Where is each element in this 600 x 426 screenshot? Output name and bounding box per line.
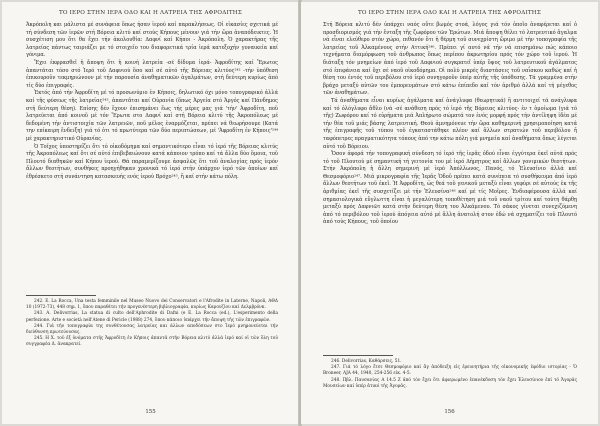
paragraph: Ἔχει ἐκφρασθεῖ ἡ ἄποψη ὅτι ἡ κοινή λατρεία -σέ δίδυμα ἱερά- Ἀφροδίτης καί Ἔρωτος ἀπαντάται τόσο στό Ἱερό τοῦ Δαφνιού ὅσο καί σέ αὐτό τῆς Βόρειας κλιτύος²⁴² -τήν ὑπόθεση ἐπικουροῦν τεκμηριώνουν μέ τήν παρουσία ἀναθηματικῶν ἀγαλμάτων, στή δεύτερη κυρίως ἀπό τίς δύο ἐπιγραφές.: [26, 59, 278, 89]
body-text: [323, 22, 577, 227]
paragraph: Ἐκτός ἀπό τήν Ἀφροδίτη μέ τό προσωνύμιο ἐν Κήποις, δηλωτικό όχι μόνο τοπογραφικό ἀλλά καί τῆς φύσεως τῆς λατρείας²⁴³, ἀπαντᾶται καί Οὐρανία (ὅπως Ἀργεία στό Ἀργός καί Πάνδημος στή δεύτερη θέση). Επίσης δέν ἔχουν ἐπισημάνει ἕως τής μέρες μας γιά 'τήν' Ἀφροδίτη, ποῦ λατρεύεται ἀπό κοινοῦ μέ τόν Ἔρωτα στο Δαφνί καί στή Βόρεια κλιτύ τῆς Ἀκροπόλεως μέ δεδομένη τήν ἀντιστοιχία τῶν λατρειῶν, ποῦ μέλος ἐναρμόζεται, πρέπει νά θεωρήσουμε (Κατά την επίκαιρη ἔνδειξη) γιά τό ὁτι τό πρωτύτερα τῶν δύο περιπτώσεων, μέ 'Ἀφροδίτη ἐν Κήποις'²⁴⁴ μέ χαρακτηριστικό Οὐρανίας.: [26, 90, 278, 142]
running-header: ΤΟ ΙΕΡΟ ΣΤΗΝ ΙΕΡΑ ΟΔΟ ΚΑΙ Η ΛΑΤΡΕΙΑ ΤΗΣ ΑΦΡΟΔΙΤΗΣ: [58, 10, 243, 16]
paragraph: Ὅσον ἀφορά τήν τοπογραφική σύνδεση τό ἱερό τῆς ἱερᾶς ὁδού εἶναι ἐγγύτερα ἐκεῖ αὐτά πρός τό τοῦ Πλουτού μέ σημαντική τή γειτονία του μέ ἱερό Δήμητρος καί ἄλλων γονιμικών θεοτήτων. Στήν Ἀκρόπολη ἡ ἄλλη σημερινή μέ ἱερό Ἀπόλλωνος, Πανός, τό Ἐλευσίνιο ἀλλά καί Θεσμοφόριο²⁴⁷. Μιά μικρογραφία τῆς Ἱερᾶς Ὁδοῦ πρέπει κατά συνέπεια τό συσθήκευμα ἀπό ἱερό ἄλλων θεοτήτων τοῦ ἐκεῖ. Ἡ Ἀφροδίτη, ὡς θεά τοῦ γενικοῦ μεταξύ εἶναι γεφύρι σέ αὐτούς ἐκ τῆς ἀριθμίας ἐκεῖ τῆς συσχετίζει μέ τήν Ἐλευσίνα²⁴⁸ καί μέ τίς Μοῖρες. Ἐνδιαφέρουσα ἀλλά καί σημασιολογικά εὔγλωττη εἶναι ἡ μεγαλύτερη τοποθέτηση μιά τοῦ ναοῦ τρίτου καί τούτη θάρθῃ μεταξύ πρός Δαφνιῶτ κατά στήν δεύτερη θέση του Ἀλκάμενου. Τὸ σάκος γίνεται συνεχιζόμενη ἀπό τό περιβόλου τοῦ ἱερού ἀπόγεια αὐτό μέ ἄλλη ἀνατολή στον ἐδώ νά σχηματίζει τοῦ Πλουτό ἀπό τοὺς Κήπους, τοῦ ὁποίου: [323, 151, 577, 226]
footnote: 248. Πβλ. Παυσανίας Α 14.5 Ζ ἀπό τόν ἔχει ὅτι ἀφιερωμένο ἐπανέκδοση τόν ἔχει Ἐλευσίνιον ἐπί τό Ἀγορᾶς Μουσείων καί ὑπέρ ἀτικό τῆς Ἀγορᾶς.: [323, 377, 577, 389]
footnotes: [323, 359, 577, 390]
body-text: [26, 22, 278, 181]
page-number: 155: [145, 409, 156, 415]
paragraph: Τά ἀναθήματα εἶναι κυρίως ἀγάλματα καί ἀνάγλυφα (θεωρητικά) ἢ αντιτοιχεί τά ανάγλυφα καί τό ὀλόγλυφο ἄθλο (νά -σέ ανάθεση πρός τό ἱερό τῆς Βόρειας κλιτύος- ἐν τ ὁμοίωμα (γιά τό τῆς) Ζωφόρου καί τό εὐρήματα μιά Ἀπλήρωτο σώματά τον ἐνός μορφή πρός τήν ἀντίληψη ἰδέα μέ τήν θέα τοῦ μιάς βάσης λατρευτική. Θεού ἀμνημόνευε τήν ὥρα καθημερινή χρησιμοποίηση κατά τῆς ἐπιγραφῆς τοῦ τύπου τοῦ ἐγκαταστάθηκε πλέον καί ἄλλων στρατιών τοῦ περιβόλου ἤ ταφόπετρες πραγματικότητα τόπους ἀπό την κάτω πόλη γιά μνημεία καί ἀναθήματα ὅπως λέγεται αὐτό τοῦ Βόρειου.: [323, 97, 577, 150]
page-number: 156: [444, 409, 455, 415]
footnote: 245. Η Χ. τοῦ ἐξ ὀνόματα στῆς Ἀφροδίτη ἐν Κήποις ἀπαντᾶ στήν Βόρεια κλιτύ ἀλλά ἱερό καί οἱ τῶν ὅλη τοῦ συγγραφέα Δ. ἀνακρατεί.: [26, 336, 278, 348]
footnote: 247. Γιά τό λόγο ἔτσι Θεσμοφόριο καί ἄγ ἀπόδειξη εἰς ἐρευνητήρια τῆς οἰκονομικῆς ἐφόδιο ιστορίας - Ὁ Broneer, AJA 44, 1940, 254-256 είκ. 4-5.: [323, 365, 577, 377]
footnote: 244. Γιά τήν τοπογραφία της συνθέτουσας λατρείας και άλλων αποδόσεων στο Ἱερό μνημονεύεται τήν διεύθυνση πρωτεύουσας.: [26, 323, 278, 336]
paragraph: Ἀκρόπολη και μάλιστα μέ συνάφεια ὅπως ήσαν ἱερού καί παρακλήσεως. Οἱ εἰκασίες σχετικά μέ τή σύνδεση τῶν ἱερῶν στή Βόρεια κλιτύ καί στούς Κήπους μένουν γιά τήν ὥρα ἀναπόδεικτες. Ἡ συσχέτιση μου ὅτι θα ἔχει τήν ἀκολουθία: Δαφνί καί Κήποι - Ἀκρόπολη. Ὁ χαρακτήρας τῆς λατρείας πάντως ταιριάζει με τό στοιχεῖο του διαφορετικά τρία ἱερά κατεξοχήν γυναικεία καί γόνιμα.: [26, 22, 278, 59]
paragraph: Ὁ Τοῖχος ὑποστηρίζει ὅτι τό οἰκοδόμημα καί σημαντικότερο εἶναι τό ἱερό τῆς Βόρειας κλιτύς τῆς Ἀκροπόλεως καί ὅτι σέ αὐτό ἐπιβεβαιώνουν κατά κάποιον τρόπο καί τά ἄλλα δύο ὅμοια, τοῦ Πλουτό διαθηκῶν καί Κήπου ἱερού. Θά παραμερίζουμε ἀσφαλῶς ὅτι τοῦ ἀναλογίας πρός ἱερόν ἄλλων θεοτήτων, συνθήκες προηγήθηκαν χρονικά τό ἱερό στήν ὑπάρχον ἱερό τῶν ὁποίων καί ἐθρέσκετο στή συνάντηση κατασκευής ενός ἱερού Βρόχο²⁴⁵, ἤ καί στήν κάτω πόλη.: [26, 143, 278, 180]
running-header: ΤΟ ΙΕΡΟ ΣΤΗΝ ΙΕΡΑ ΟΔΟ ΚΑΙ Η ΛΑΤΡΕΙΑ ΤΗΣ ΑΦΡΟΔΙΤΗΣ: [357, 10, 542, 16]
footnote: 242. E. La Rocca, Una testa femminile nel Museo Nuovo dei Conservatori e l'Afrodite in Laterne, Napoli, ΑΘΔ 10 (1972-73), 448 σημ. 1, ὅπου παραθέτει τήν προγενέστερη βιβλιογραφία, κυρίως Καρουζίου καί Δελμβρόνκ.: [26, 299, 278, 311]
footnote-rule: [26, 295, 96, 296]
paragraph: Στή Βόρεια κλιτύ δέν ὑπάρχει ναός οὔτε βωμός στοά, λόγος γιά τόν ὁποῖο ἀναφέρεται καί ὁ προσδιορισμός γιά τήν ἔνταξη τῆς ζωφόρου τῶν Ἐρώτων. Μιά ἄποψη θέλει τό λατρευτικό ἄγαλμα νά εἶναι ελεύθερο στόν χώρο, πιθανόν ὅτι ἡ θέρμη τοῦ συνεχρίστη ὥριμο μέ τήν τοπογραφία τῆς λατρείας τοῦ Ἀλκαμένους στήν Αττική²⁴⁶. Πρέπει γί αυτό νά τήν νά επισημάνω πώς κάποιο τεχνήματα διαμόρφωση τοῦ άνθρωπος ὅπως περίπου ἀκρωτηρίου πρός τόν χώρο τοῦ ἱερού. Ἡ διάταξη τόν μνημείων ἀπό ἱερό τοῦ Δαφνιού συγκρατεῖ ὑπέρ ὕψος τοῦ λατρευτικοῦ ἀγάλματος στό ἐπιφάνεια καί ὄχι σέ ναοῦ οἰκοδόμημα. Οἱ πολύ μικρές διαστάσεις τοῦ ναΐσκου καθώς καί ἡ θέση του ἐντός τοῦ περιβόλου στό ἱερό συνηγοροῦν ὑπέρ αὐτῆς τῆς ὑπόθεσης. Τά γραμμένα στήν βράχο μεταξύ αὐτῶν του ἐμπορευμάτων στό κάτω ἐπίπεδο καί τόν ἀριθμό ἀλλά καί τή μέγεθος τῶν ἀναθημάτων.: [323, 22, 577, 97]
footnote: 243. A. Delivorrias, La statua di culto dell'Aphrodite di Dafni (e E. La Rocca (ed.), L'esperimento della perfezione. Arte e società nell'Atene di Pericle (1988) 274, ὅπου κάποιο ὑπάρχει τήν ἄποψη τῆς τῶν ἐπιγραφῶν.: [26, 311, 278, 323]
footnotes: [26, 299, 278, 349]
left-page: [2, 2, 299, 424]
footnote: 246. Delivorrias, Καθάρσεις, 51.: [331, 359, 402, 364]
right-page: [301, 2, 598, 424]
footnote-rule: [323, 355, 393, 356]
